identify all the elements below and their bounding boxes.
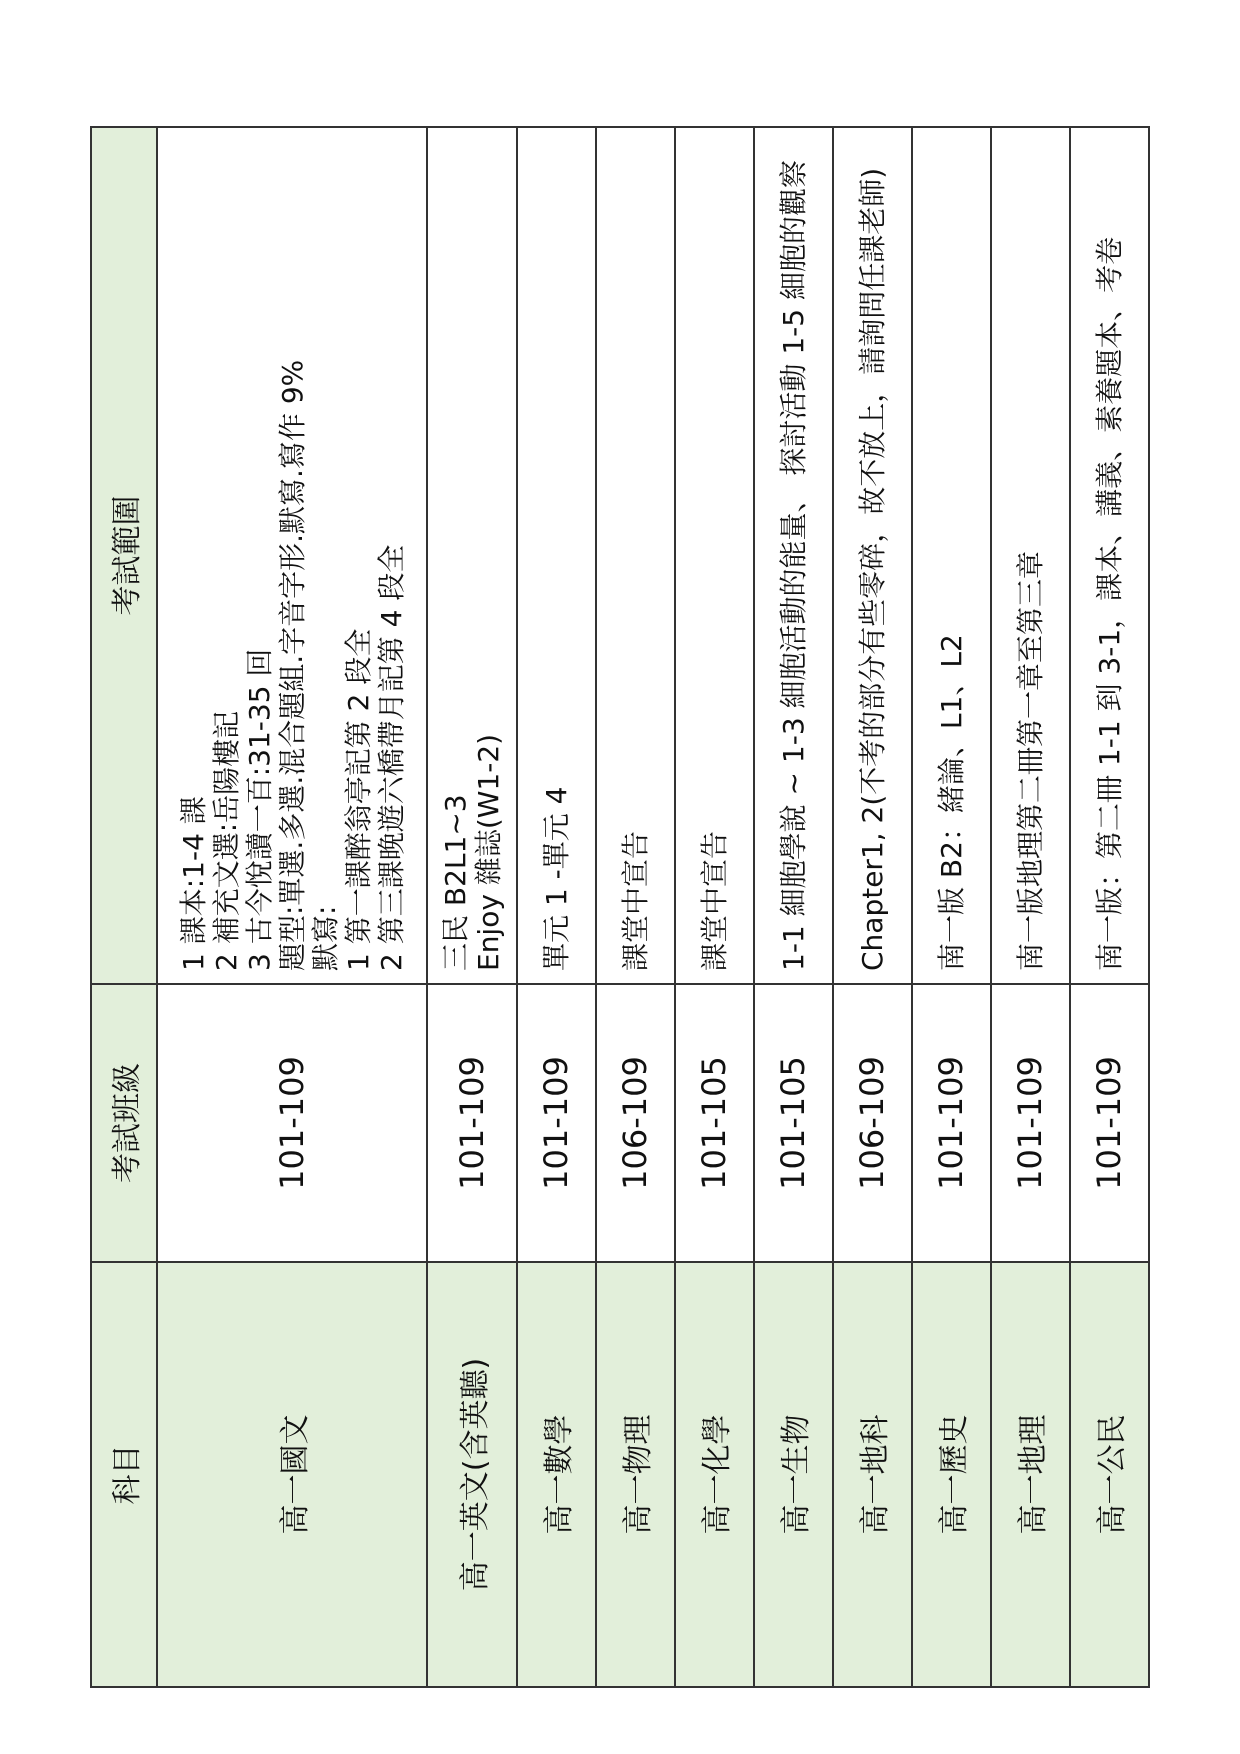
table-row: [427, 127, 516, 1687]
range-line: 1 第一課醉翁亭記第 2 段全: [341, 628, 375, 971]
range-cell: [517, 127, 596, 984]
range-line: 2 第三課晚遊六橋帶月記第 4 段全: [374, 544, 408, 971]
range-cell: [157, 127, 427, 984]
table-row: [912, 127, 991, 1687]
range-cell: [1070, 127, 1149, 984]
subject-cell: 高一歷史: [912, 1262, 991, 1687]
class-cell: 101-109: [991, 984, 1070, 1262]
range-cell: [675, 127, 754, 984]
class-cell: 106-109: [596, 984, 675, 1262]
range-line: 課堂中宣告: [697, 830, 731, 971]
table-row: [1070, 127, 1149, 1687]
subject-cell: 高一英文(含英聽): [427, 1262, 516, 1687]
range-line: 1-1 細胞學說 ~ 1-3 細胞活動的能量、 探討活動 1-5 細胞的觀察: [776, 160, 810, 971]
range-line: 2 補充文選:岳陽樓記: [209, 710, 243, 971]
range-cell: [833, 127, 912, 984]
subject-cell: 高一數學: [517, 1262, 596, 1687]
header-subject: 科目: [91, 1262, 157, 1687]
table-row: [991, 127, 1070, 1687]
range-line: Enjoy 雜誌(W1-2): [472, 733, 506, 971]
class-cell: 101-109: [1070, 984, 1149, 1262]
table-row: [157, 127, 427, 1687]
range-line: 1 課本:1-4 課: [176, 796, 210, 971]
range-line: Chapter1, 2(不考的部分有些零碎，故不放上，請詢問任課老師): [855, 167, 889, 971]
class-cell: 101-105: [754, 984, 833, 1262]
subject-cell: 高一生物: [754, 1262, 833, 1687]
range-line: 南一版：第二冊 1-1 到 3-1，課本、講義、素養題本、考卷: [1092, 236, 1126, 971]
subject-cell: 高一化學: [675, 1262, 754, 1687]
subject-cell: 高一公民: [1070, 1262, 1149, 1687]
class-cell: 101-109: [427, 984, 516, 1262]
range-line: 默寫:: [308, 905, 342, 971]
range-line: 單元 1 -單元 4: [539, 786, 573, 971]
class-cell: 106-109: [833, 984, 912, 1262]
class-cell: 101-109: [912, 984, 991, 1262]
subject-cell: 高一地理: [991, 1262, 1070, 1687]
range-cell: [912, 127, 991, 984]
range-cell: [427, 127, 516, 984]
class-cell: 101-109: [517, 984, 596, 1262]
subject-cell: 高一物理: [596, 1262, 675, 1687]
table-row: [596, 127, 675, 1687]
range-cell: [596, 127, 675, 984]
table-row: [517, 127, 596, 1687]
table-row: [833, 127, 912, 1687]
range-line: 課堂中宣告: [618, 830, 652, 971]
header-range: 考試範圍: [91, 127, 157, 984]
range-line: 三民 B2L1~3: [439, 794, 473, 971]
range-cell: [991, 127, 1070, 984]
exam-range-sheet: [90, 128, 1150, 1688]
header-class: 考試班級: [91, 984, 157, 1262]
table-row: [675, 127, 754, 1687]
class-cell: 101-109: [157, 984, 427, 1262]
range-line: 3 古今悅讀一百:31-35 回: [242, 648, 276, 971]
subject-cell: 高一地科: [833, 1262, 912, 1687]
range-line: 南一版地理第二冊第一章至第三章: [1013, 550, 1047, 971]
range-cell: [754, 127, 833, 984]
range-line: 題型:單選.多選.混合題組.字音字形.默寫.寫作 9%: [275, 359, 309, 971]
class-cell: 101-105: [675, 984, 754, 1262]
range-line: 南一版 B2：緒論、L1、L2: [934, 634, 968, 971]
exam-range-table: [90, 126, 1150, 1688]
subject-cell: 高一國文: [157, 1262, 427, 1687]
table-row: [754, 127, 833, 1687]
header-row: [91, 127, 157, 1687]
